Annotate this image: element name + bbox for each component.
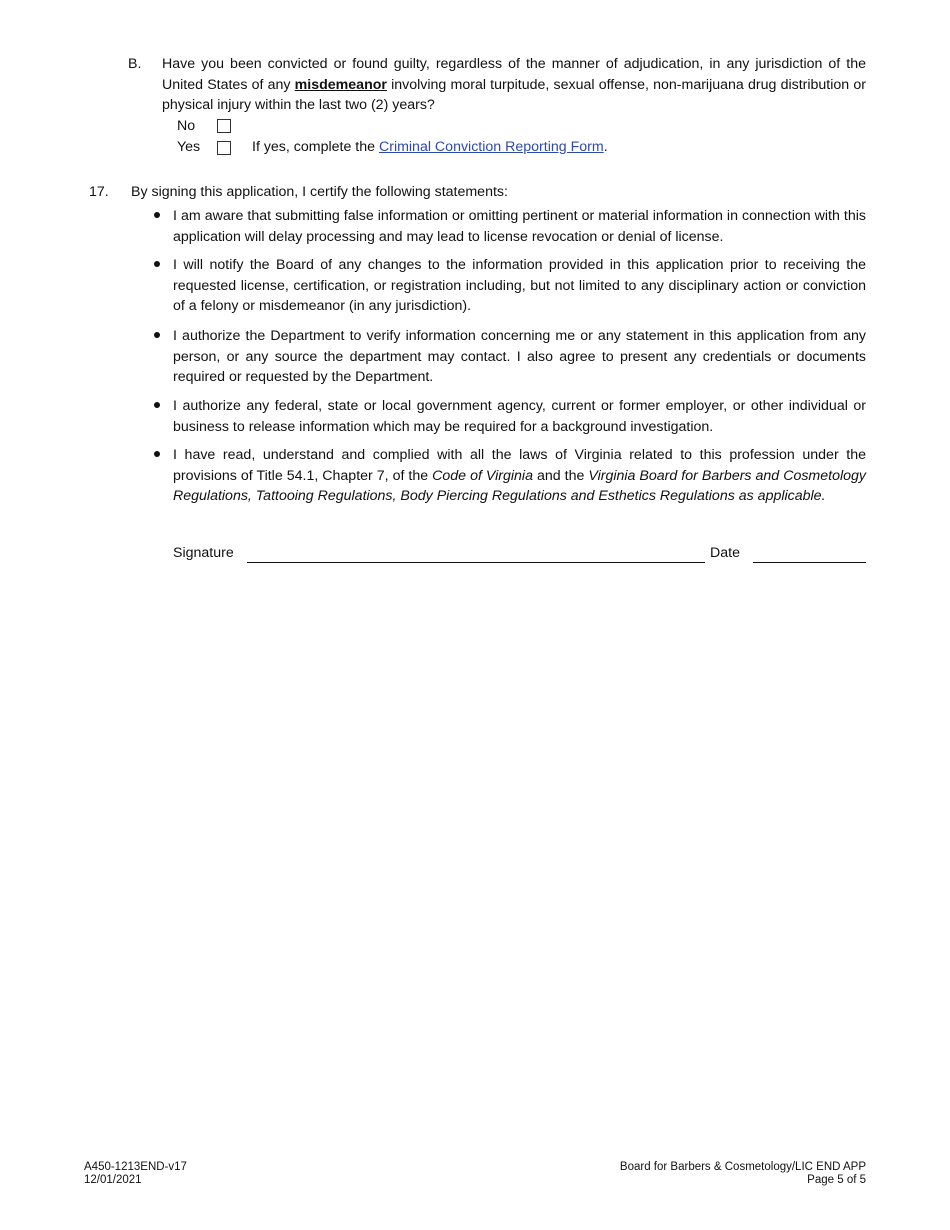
regulations-reference: Virginia Board for Barbers and Cosmetology Regulations, Tattooing Regulations, Body Piercing Regulations and Esthetics Regulations as applicable. [173,467,866,504]
form-date: 12/01/2021 [84,1174,142,1186]
code-of-virginia-reference: Code of Virginia [432,467,533,484]
bullet-icon [154,261,160,267]
bullet-icon [154,451,160,457]
signature-label: Signature [173,545,234,561]
footer-right [620,1161,866,1187]
certification-statement-1: I am aware that submitting false information or omitting pertinent or material information in connection with this application will delay processing and may lead to license revocation or denial of license. [173,208,866,245]
date-line[interactable] [753,562,866,563]
item-17-intro: By signing this application, I certify the following statements: [131,184,508,200]
yes-option-label: Yes [177,139,201,155]
yes-instruction-text: If yes, complete the [252,139,379,155]
statement-5-part1: I have read, understand and complied with all the laws of Virginia related to this profession under the provisions of Title 54.1, Chapter 7, of the [173,447,866,484]
bullet-icon [154,402,160,408]
question-b-text-part1: Have you been convicted or found guilty, regardless of the manner of adjudication, in any jurisdiction of the United States of any [162,56,866,93]
certification-statement-4: I authorize any federal, state or local government agency, current or former employer, or other individual or business to release information which may be required for a background investigation. [173,398,866,435]
form-id: A450-1213END-v17 [84,1161,187,1173]
board-name: Board for Barbers & Cosmetology/LIC END APP [619,1161,866,1173]
signature-line[interactable] [247,562,705,563]
bullet-icon [154,212,160,218]
page-number: Page 5 of 5 [807,1174,866,1186]
yes-checkbox[interactable] [217,141,231,155]
certification-statement-3: I authorize the Department to verify information concerning me or any statement in this application from any person, or any source the department may contact. I also agree to present any credentials or documents required or requested by the Department. [173,328,866,385]
no-checkbox[interactable] [217,119,231,133]
bullet-icon [154,332,160,338]
statement-5-part2: and the [532,467,589,484]
question-b-letter: B. [128,56,142,72]
question-b-text-part2: involving moral turpitude, sexual offense, non-marijuana drug distribution or physical injury within the last two (2) years? [162,76,866,113]
question-b-text [162,54,866,116]
yes-instruction [252,137,608,158]
yes-instruction-period: . [603,139,608,155]
item-17-number: 17. [89,184,109,200]
date-label: Date [710,545,740,561]
criminal-conviction-form-link[interactable]: Criminal Conviction Reporting Form [378,139,604,155]
certification-statement-2: I will notify the Board of any changes to the information provided in this application prior to receiving the requested license, certification, or registration including, but not limited to any disciplinary action or conviction of a felony or misdemeanor (in any jurisdiction). [173,257,866,314]
certification-statement-5 [173,445,866,507]
no-option-label: No [177,118,196,134]
footer-left [84,1161,187,1187]
question-b-emphasis: misdemeanor [294,76,387,93]
